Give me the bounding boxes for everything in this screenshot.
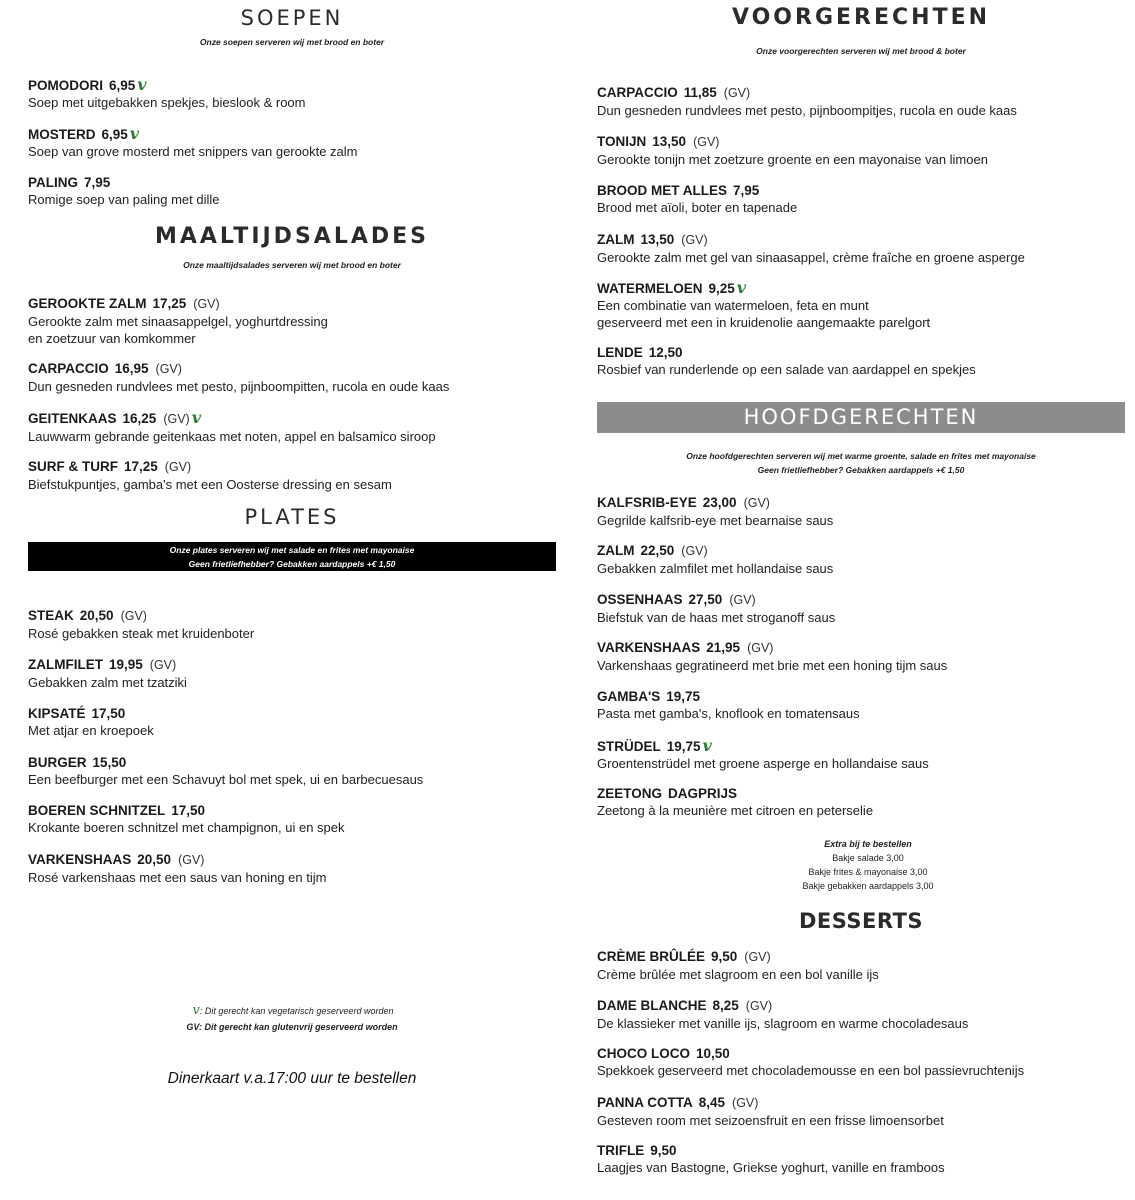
menu-item [597,182,1125,216]
menu-item-price: 9,25 [708,281,735,296]
menu-item-price: 22,50 [640,543,675,558]
glutenfree-tag: (GV) [155,362,182,376]
menu-item-description: Soep met uitgebakken spekjes, bieslook & room [28,95,306,110]
salades-subtitle: Onze maaltijdsalades serveren wij met brood en boter [183,260,401,270]
menu-item-header [28,295,556,313]
menu-item [28,295,556,347]
menu-item [597,542,1125,577]
menu-item-price: 7,95 [84,175,111,190]
menu-item-header [28,607,556,625]
legend-glutenfree: GV: Dit gerecht kan glutenvrij geserveerd worden [186,1022,398,1032]
glutenfree-tag: (GV) [744,950,771,964]
menu-item [28,802,556,836]
menu-item [597,84,1125,119]
menu-item-price: 10,50 [696,1046,730,1061]
menu-item-name: STEAK [28,608,74,623]
menu-item-header [597,542,1125,560]
menu-item-description: Spekkoek geserveerd met chocolademousse en een bol passievruchtenijs [597,1063,1025,1078]
menu-item-header [597,182,1125,199]
menu-item-name: GEITENKAAS [28,411,117,426]
vegetarian-icon: v [702,736,712,755]
menu-item-description: Zeetong à la meunière met citroen en peterselie [597,803,874,818]
extra-line-1: Bakje salade 3,00 [832,853,904,863]
menu-item [597,1094,1125,1129]
menu-item-name: GEROOKTE ZALM [28,296,147,311]
menu-item [28,705,556,739]
menu-item-description: Biefstuk van de haas met stroganoff saus [597,610,836,625]
menu-item [597,639,1125,674]
menu-item-description: Gegrilde kalfsrib-eye met bearnaise saus [597,513,834,528]
menu-item-price: 20,50 [137,852,172,867]
menu-item-header [597,133,1125,151]
menu-item-name: WATERMELOEN [597,281,703,296]
menu-item-name: VARKENSHAAS [597,640,701,655]
menu-item-description: Met atjar en kroepoek [28,723,154,738]
glutenfree-tag: (GV) [149,658,177,672]
menu-item-description: Lauwwarm gebrande geitenkaas met noten, appel en balsamico siroop [28,429,436,444]
glutenfree-tag: (GV) [193,297,220,311]
menu-item-description: Krokante boeren schnitzel met champignon, ui en spek [28,820,345,835]
glutenfree-tag: (GV) [693,135,720,149]
menu-item-description: Rosé varkenshaas met een saus van honing en tijm [28,870,327,885]
menu-item-price: 9,50 [650,1143,677,1158]
extra-title: Extra bij te bestellen [824,839,912,849]
menu-item-price: 8,45 [698,1095,726,1110]
glutenfree-tag: (GV) [164,460,192,474]
menu-item-header [597,688,1125,705]
glutenfree-tag: (GV) [732,1096,759,1110]
menu-item-price: 27,50 [688,592,723,607]
menu-item [597,948,1125,983]
glutenfree-tag: (GV) [747,641,774,655]
menu-item-name: STRÜDEL [597,739,661,754]
glutenfree-tag: (GV) [178,853,205,867]
menu-item [28,607,556,642]
menu-item [28,174,556,208]
menu-item-name: ZEETONG [597,786,663,801]
menu-item-price: 19,75 [666,689,701,704]
hoofdgerechten-subtitle-2: Geen frietliefhebber? Gebakken aardappels +€ 1,50 [757,465,965,475]
menu-item [597,1045,1125,1079]
menu-item [597,785,1125,819]
hoofdgerechten-subtitle-1: Onze hoofdgerechten serveren wij met warme groente, salade en frites met mayonaise [686,451,1036,461]
menu-item [28,458,556,493]
glutenfree-tag: (GV) [120,609,147,623]
menu-item-name: ZALMFILET [28,657,103,672]
menu-item-description-line-2: en zoetzuur van komkommer [28,331,196,346]
menu-item-header [28,125,556,143]
menu-item [597,997,1125,1032]
menu-item-name: CRÈME BRÛLÉE [597,949,706,964]
menu-item-price: 11,85 [683,85,717,100]
menu-item-description-line-2: geserveerd met een in kruidenolie aangemaakte parelgort [597,315,931,330]
menu-item-header [28,656,556,674]
menu-item-name: PANNA COTTA [597,1095,693,1110]
menu-item-header [597,1045,1125,1062]
menu-item-description: Laagjes van Bastogne, Griekse yoghurt, vanille en framboos [597,1160,945,1175]
plates-title: PLATES [244,505,340,529]
menu-item-name: PALING [28,175,78,190]
menu-item [597,231,1125,266]
menu-item-header [28,409,556,428]
menu-item-price: 8,25 [712,998,739,1013]
menu-item-description: Gerookte zalm met sinaasappelgel, yoghurtdressing [28,314,328,329]
menu-item-price: 16,95 [114,361,149,376]
extra-line-3: Bakje gebakken aardappels 3,00 [802,881,934,891]
menu-item-price: 17,25 [152,296,187,311]
menu-item-header [28,705,556,722]
menu-item [28,656,556,691]
menu-item [597,1142,1125,1176]
vegetarian-icon: v [129,124,140,143]
menu-item-price: 13,50 [640,232,675,247]
menu-item-price: 16,25 [122,411,157,426]
legend-v-text: : Dit gerecht kan vegetarisch geserveerd worden [199,1006,394,1016]
glutenfree-tag: (GV) [163,412,190,426]
menu-item-description: Crème brûlée met slagroom en een bol vanille ijs [597,967,879,982]
voorgerechten-title: VOORGERECHTEN [731,5,991,30]
menu-item [28,409,556,445]
menu-item-name: TRIFLE [597,1143,645,1158]
menu-item-name: POMODORI [28,78,104,93]
menu-item-price: 17,25 [124,459,158,474]
menu-item-name: VARKENSHAAS [28,852,132,867]
menu-item [597,737,1125,772]
menu-item-description: Pasta met gamba's, knoflook en tomatensaus [597,706,860,721]
menu-item-name: KALFSRIB-EYE [597,495,697,510]
menu-item-header [597,231,1125,249]
vegetarian-icon: v [191,408,201,427]
menu-item-price: 6,95 [101,127,128,142]
menu-item-description: Brood met aïoli, boter en tapenade [597,200,798,215]
menu-item-description: Soep van grove mosterd met snippers van gerookte zalm [28,144,358,159]
menu-item [28,360,556,395]
vegetarian-icon: v [192,1003,200,1018]
menu-item-price: 15,50 [92,755,127,770]
menu-item-header [28,851,556,869]
menu-item-description: Gebakken zalmfilet met hollandaise saus [597,561,834,576]
plates-bar-line-1: Onze plates serveren wij met salade en frites met mayonaise [169,545,415,555]
menu-item-description: Een combinatie van watermeloen, feta en munt [597,298,869,313]
menu-item-description: Romige soep van paling met dille [28,192,220,207]
menu-item-name: BROOD MET ALLES [597,183,727,198]
menu-item-description: Gerookte tonijn met zoetzure groente en een mayonaise van limoen [597,152,988,167]
menu-item-name: OSSENHAAS [597,592,683,607]
menu-item-price: 6,95 [109,78,136,93]
plates-bar-line-2: Geen frietliefhebber? Gebakken aardappels +€ 1,50 [188,559,396,569]
menu-item [28,754,556,788]
menu-item-name: MOSTERD [28,127,96,142]
menu-item-description: Varkenshaas gegratineerd met brie met een honing tijm saus [597,658,948,673]
menu-item-header [597,639,1125,657]
menu-item-name: ZALM [597,232,635,247]
vegetarian-icon: v [736,278,747,297]
menu-item [597,494,1125,529]
menu-item-header [597,494,1125,512]
soepen-title: SOEPEN [240,6,344,30]
menu-item-description: Biefstukpuntjes, gamba's met een Oosterse dressing en sesam [28,477,392,492]
menu-item-description: Een beefburger met een Schavuyt bol met spek, ui en barbecuesaus [28,772,424,787]
menu-item-header [597,279,1125,297]
menu-item [28,851,556,886]
menu-item [597,591,1125,626]
menu-item-name: CHOCO LOCO [597,1046,690,1061]
vegetarian-icon: v [137,75,147,94]
menu-item-price: DAGPRIJS [668,786,738,801]
glutenfree-tag: (GV) [723,86,751,100]
menu-item-price: 21,95 [706,640,741,655]
menu-item-name: DAME BLANCHE [597,998,707,1013]
menu-item-price: 13,50 [652,134,687,149]
menu-item-header [597,785,1125,802]
menu-item-name: TONIJN [597,134,647,149]
menu-item-price: 20,50 [79,608,114,623]
menu-item-price: 19,75 [666,739,701,754]
menu-item-description: Gerookte zalm met gel van sinaasappel, crème fraîche en groene asperge [597,250,1025,265]
menu-item-price: 17,50 [91,706,126,721]
menu-item-header [597,344,1125,361]
hoofdgerechten-title: HOOFDGERECHTEN [597,402,1125,433]
menu-item-description: Gebakken zalm met tzatziki [28,675,187,690]
menu-item [597,688,1125,722]
menu-item-name: CARPACCIO [28,361,109,376]
glutenfree-tag: (GV) [743,496,770,510]
menu-item-description: Rosbief van runderlende op een salade van aardappel en spekjes [597,362,976,377]
plates-info-bar [28,542,556,571]
menu-item-name: BURGER [28,755,87,770]
voorgerechten-subtitle: Onze voorgerechten serveren wij met brood & boter [756,46,966,56]
glutenfree-tag: (GV) [745,999,773,1013]
glutenfree-tag: (GV) [729,593,756,607]
menu-item-price: 19,95 [108,657,143,672]
menu-item-description: Dun gesneden rundvlees met pesto, pijnboompitjes, rucola en oude kaas [597,103,1017,118]
menu-item-price: 17,50 [171,803,206,818]
menu-item-price: 7,95 [733,183,760,198]
salades-title: MAALTIJDSALADES [154,224,429,249]
menu-item-header [597,737,1125,755]
menu-item-header [597,84,1125,102]
menu-item-header [28,802,556,819]
menu-item-name: BOEREN SCHNITZEL [28,803,166,818]
menu-item-header [28,458,556,476]
menu-item-header [28,754,556,771]
menu-item-price: 9,50 [711,949,738,964]
menu-item-header [597,1094,1125,1112]
soepen-subtitle: Onze soepen serveren wij met brood en boter [199,37,385,47]
menu-item [597,279,1125,331]
menu-item [597,133,1125,168]
legend-vegetarian [28,1005,556,1017]
menu-item [597,344,1125,378]
menu-item-header [28,174,556,191]
glutenfree-tag: (GV) [681,233,708,247]
menu-item-header [597,997,1125,1015]
menu-item [28,76,556,111]
menu-item-price: 23,00 [702,495,737,510]
extra-line-2: Bakje frites & mayonaise 3,00 [808,867,928,877]
desserts-title: DESSERTS [798,909,924,933]
menu-item-name: LENDE [597,345,643,360]
dinner-note: Dinerkaart v.a.17:00 uur te bestellen [167,1070,417,1087]
menu-item-header [28,360,556,378]
menu-item-price: 12,50 [648,345,683,360]
menu-item-description: Dun gesneden rundvlees met pesto, pijnboompitten, rucola en oude kaas [28,379,450,394]
menu-item-header [597,1142,1125,1159]
menu-item-description: Rosé gebakken steak met kruidenboter [28,626,255,641]
glutenfree-tag: (GV) [681,544,708,558]
menu-item-header [597,948,1125,966]
menu-item-header [597,591,1125,609]
menu-item-name: SURF & TURF [28,459,118,474]
menu-item-description: Groentenstrüdel met groene asperge en hollandaise saus [597,756,929,771]
menu-item-header [28,76,556,94]
menu-item-name: ZALM [597,543,635,558]
menu-item-name: GAMBA'S [597,689,661,704]
menu-item-description: De klassieker met vanille ijs, slagroom en warme chocoladesaus [597,1016,969,1031]
menu-item [28,125,556,160]
menu-item-name: KIPSATÉ [28,706,86,721]
menu-item-description: Gesteven room met seizoensfruit en een frisse limoensorbet [597,1113,944,1128]
menu-item-name: CARPACCIO [597,85,678,100]
